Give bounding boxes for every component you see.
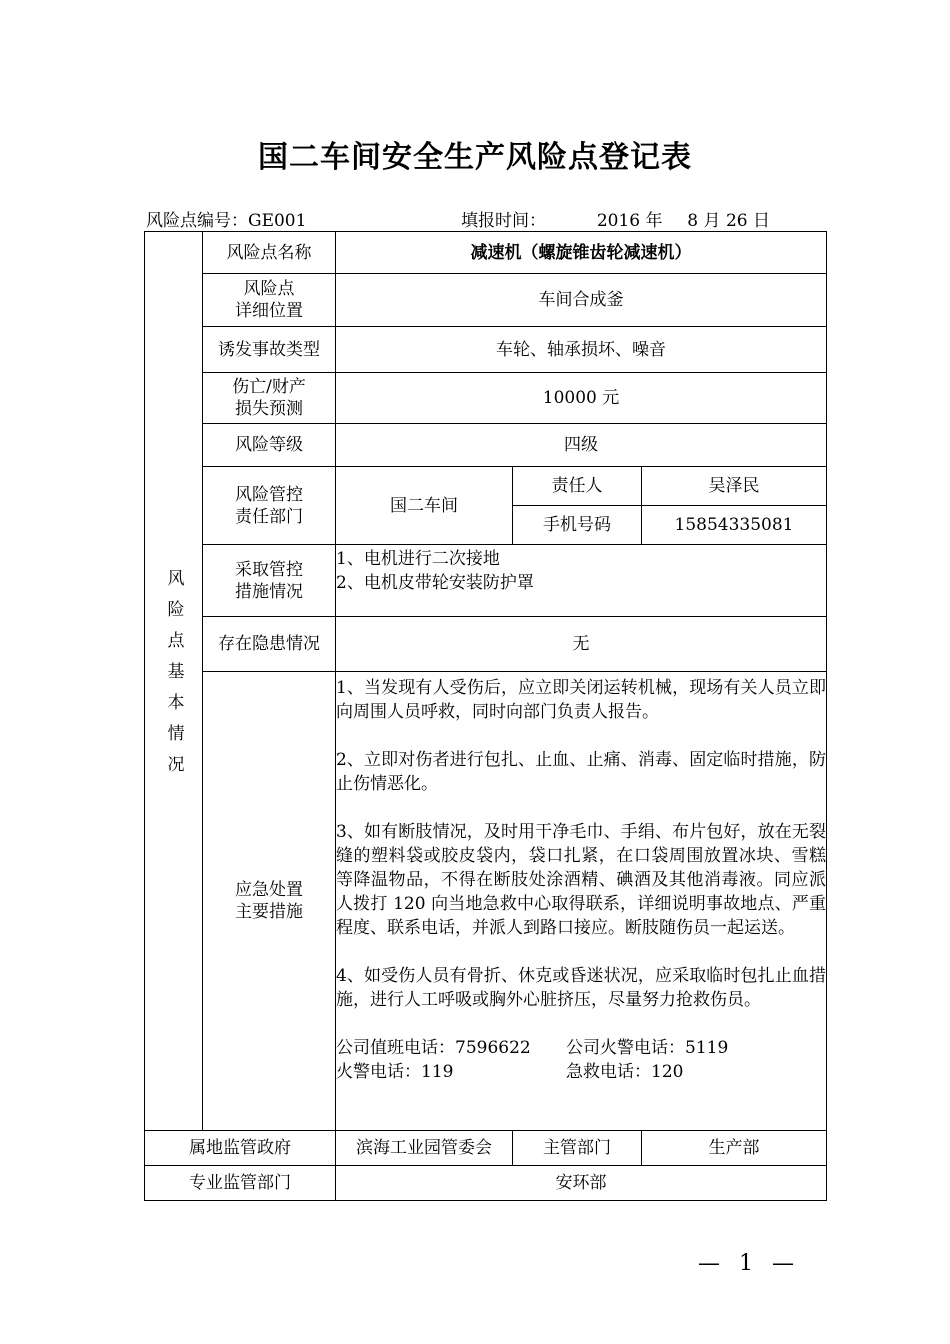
level-value: 四级 — [336, 424, 827, 467]
name-label: 风险点名称 — [203, 232, 336, 274]
phone-label: 手机号码 — [513, 506, 642, 545]
section-label-cell — [145, 232, 203, 1131]
main-dept-value: 生产部 — [642, 1131, 827, 1166]
contact-company-fire: 公司火警电话：5119 — [566, 1038, 729, 1058]
pro-dept-value: 安环部 — [336, 1166, 827, 1201]
dept-label: 风险管控 责任部门 — [203, 467, 336, 545]
row-gov — [145, 1131, 827, 1166]
row-location — [145, 274, 827, 327]
row-accident — [145, 327, 827, 373]
row-dept-person — [145, 467, 827, 506]
measures-label: 采取管控 措施情况 — [203, 545, 336, 617]
measure-item: 1、电机进行二次接地 — [336, 549, 500, 569]
fill-date — [461, 206, 770, 231]
row-measures — [145, 545, 827, 617]
phone-value: 15854335081 — [642, 506, 827, 545]
level-label: 风险等级 — [203, 424, 336, 467]
row-name — [145, 232, 827, 274]
emergency-step: 4、如受伤人员有骨折、休克或昏迷状况，应采取临时包扎止血措施，进行人工呼吸或胸外心脏挤压，尽量努力抢救伤员。 — [336, 966, 826, 1010]
loss-label: 伤亡/财产 损失预测 — [203, 373, 336, 424]
contact-fire: 火警电话：119 — [336, 1062, 454, 1082]
fill-date-day: 26 日 — [725, 211, 770, 231]
hazard-label: 存在隐患情况 — [203, 617, 336, 672]
contact-company: 公司值班电话：7596622 — [336, 1038, 531, 1058]
emergency-step: 3、如有断肢情况，及时用干净毛巾、手绢、布片包好，放在无裂缝的塑料袋或胶皮袋内，袋口扎紧，在口袋周围放置冰块、雪糕等降温物品，不得在断肢处涂酒精、碘酒及其他消毒液。同应派人拨打 120 向当地急救中心取得联系，详细说明事故地点、严重程度、联系电话，并派人到路口接应。断肢随伤员一起运送。 — [336, 822, 826, 938]
risk-code-value: GE001 — [248, 211, 307, 231]
gov-label: 属地监管政府 — [145, 1131, 336, 1166]
risk-code — [146, 206, 306, 231]
person-label: 责任人 — [513, 467, 642, 506]
location-value: 车间合成釜 — [336, 274, 827, 327]
risk-code-label: 风险点编号： — [146, 211, 248, 231]
page-number: — 1 — — [698, 1251, 800, 1276]
risk-registration-table — [144, 231, 827, 1201]
fill-date-label: 填报时间： — [461, 211, 546, 231]
row-pro-dept — [145, 1166, 827, 1201]
emergency-contacts — [336, 1036, 826, 1084]
emergency-label: 应急处置 主要措施 — [203, 672, 336, 1131]
fill-date-month: 8 月 — [687, 211, 721, 231]
row-emergency — [145, 672, 827, 1131]
measure-item: 2、电机皮带轮安装防护罩 — [336, 573, 534, 593]
person-value: 吴泽民 — [642, 467, 827, 506]
loss-value: 10000 元 — [336, 373, 827, 424]
contact-ambulance: 急救电话：120 — [566, 1062, 684, 1082]
gov-value: 滨海工业园管委会 — [336, 1131, 513, 1166]
hazard-value: 无 — [336, 617, 827, 672]
name-value: 减速机（螺旋锥齿轮减速机） — [336, 232, 827, 274]
accident-label: 诱发事故类型 — [203, 327, 336, 373]
row-level — [145, 424, 827, 467]
main-dept-label: 主管部门 — [513, 1131, 642, 1166]
dept-value: 国二车间 — [336, 467, 513, 545]
accident-value: 车轮、轴承损坏、噪音 — [336, 327, 827, 373]
fill-date-year: 2016 年 — [596, 211, 663, 231]
row-loss — [145, 373, 827, 424]
page-title: 国二车间安全生产风险点登记表 — [258, 140, 692, 175]
pro-dept-label: 专业监管部门 — [145, 1166, 336, 1201]
emergency-step: 2、立即对伤者进行包扎、止血、止痛、消毒、固定临时措施，防止伤情恶化。 — [336, 750, 826, 794]
location-label: 风险点 详细位置 — [203, 274, 336, 327]
measures-value — [336, 545, 827, 617]
emergency-step: 1、当发现有人受伤后，应立即关闭运转机械，现场有关人员立即向周围人员呼救，同时向部门负责人报告。 — [336, 678, 826, 722]
row-hazard — [145, 617, 827, 672]
section-label: 风险点基本情况 — [163, 569, 184, 786]
emergency-value — [336, 672, 827, 1131]
